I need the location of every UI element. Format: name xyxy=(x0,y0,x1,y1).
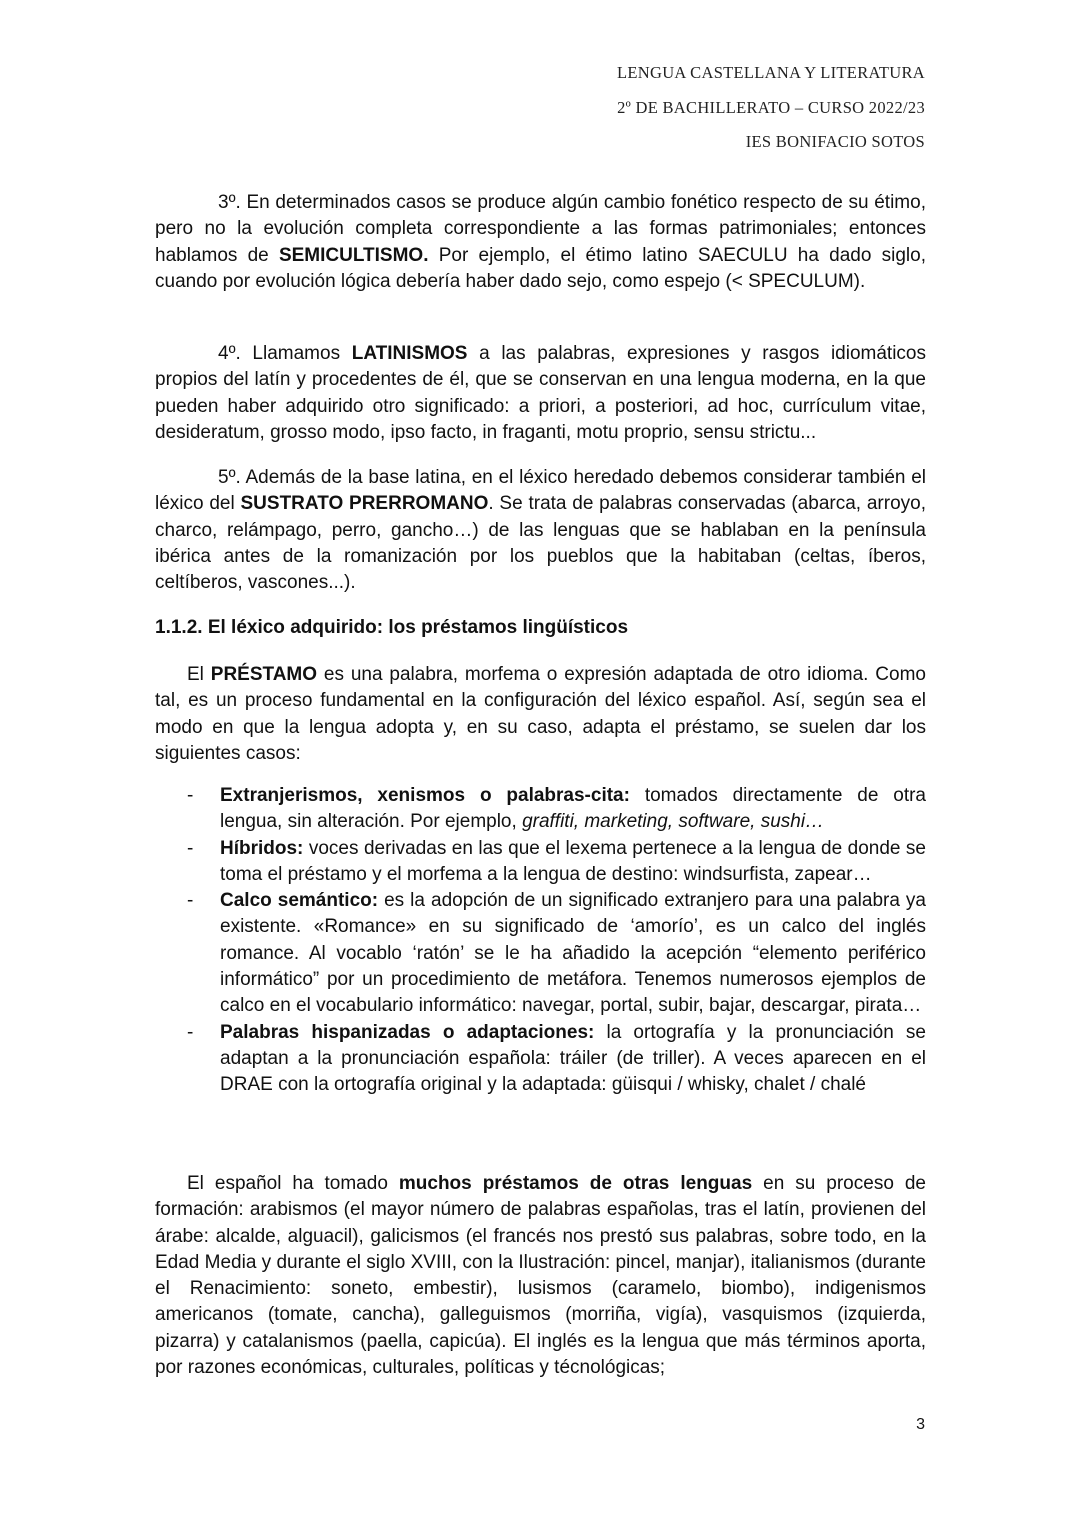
text-run: la ortografía y la pronunciación se adaptan a la pronunciación española: tráiler (de triller). A veces aparecen en el DRAE con la ortografía original y la adaptada: güisqui / whisky, chalet / chalé xyxy=(220,1021,926,1096)
text-run: El xyxy=(187,664,211,685)
italic-examples: graffiti, marketing, software, sushi… xyxy=(522,811,825,833)
text-run: es una palabra, morfema o expresión adaptada de otro idioma. Como tal, es un proceso fundamental en la configuración del léxico español. Así, según sea el modo en que la lengua adopta y, en su caso, adapta el préstamo, se suelen dar los siguientes casos: xyxy=(155,664,926,764)
text-run: Por ejemplo, el étimo latino SAECULU ha dado siglo, cuando por evolución lógica debería haber dado sejo, como espejo (< SPECULUM). xyxy=(155,244,926,292)
text-run: El español ha tomado xyxy=(187,1173,399,1194)
bold-term: muchos préstamos de otras lenguas xyxy=(398,1173,753,1194)
bold-term: PRÉSTAMO xyxy=(210,664,318,685)
bullet-dash: - xyxy=(187,785,194,806)
loan-types-list xyxy=(155,783,926,1099)
text-run: 3º. En determinados casos se produce algún cambio fonético respecto de su étimo, pero no la evolución completa correspondiente a las formas patrimoniales; entonces hablamos de xyxy=(155,192,926,266)
bold-term: SUSTRATO PRERROMANO xyxy=(240,493,489,515)
text-run: 5º. Además de la base latina, en el léxico heredado debemos considerar también el léxico del xyxy=(155,467,926,515)
text-run: voces derivadas en las que el lexema pertenece a la lengua de donde se toma el préstamo y el morfema a la lengua de destino: windsurfista, zapear… xyxy=(220,837,926,885)
paragraph-prestamo xyxy=(155,662,926,767)
bullet-dash: - xyxy=(187,1021,194,1043)
list-item xyxy=(155,1020,926,1099)
bold-term: Extranjerismos, xenismos o palabras-cita: xyxy=(220,785,630,806)
text-run: es la adopción de un significado extranjero para una palabra ya existente. «Romance» en su significado de ‘amorío’, es un calco del inglés romance. Al vocablo ‘ratón’ se le ha añadido la acepción “elemento periférico informático” por un procedimiento de metáfora. Tenemos numerosos ejemplos de calco en el vocabulario informático: navegar, portal, subir, bajar, descargar, pirata… xyxy=(220,890,926,1017)
list-item xyxy=(155,783,926,836)
text-run: a las palabras, expresiones y rasgos idiomáticos propios del latín y procedentes de él, que se conservan en una lengua moderna, en la que pueden haber adquirido otro significado: a priori, a posteriori, ad hoc, currículum vitae, desideratum, grosso modo, ipso facto, in fraganti, motu proprio, sensu strictu... xyxy=(155,343,926,443)
bold-term: LATINISMOS xyxy=(351,343,468,364)
paragraph-sustrato xyxy=(155,465,926,596)
header-subject: LENGUA CASTELLANA Y LITERATURA xyxy=(617,63,925,82)
header-course: 2º DE BACHILLERATO – CURSO 2022/23 xyxy=(617,98,925,117)
bold-term: Calco semántico: xyxy=(220,890,379,912)
bold-term: Híbridos: xyxy=(220,837,304,859)
bullet-dash: - xyxy=(187,890,194,912)
list-item-text xyxy=(220,1022,926,1096)
list-item xyxy=(155,888,926,1019)
text-run: en su proceso de formación: arabismos (el mayor número de palabras españolas, tras el latín, provienen del árabe: alcalde, alguacil), galicismos (el francés nos prestó sus palabras, sobre todo, en la Edad Media y durante el siglo XVIII, con la Ilustración: pincel, manjar), italianismos (durante el Renacimiento: soneto, embestir), lusismos (caramelo, biombo), indigenismos americanos (tomate, cancha), galleguismos (morriña, vigía), vasquismos (izquierda, pizarra) y catalanismos (paella, capicúa). El inglés es la lengua que más términos aporta, por razones económicas, culturales, políticas y técnológicas; xyxy=(155,1173,926,1379)
section-heading: 1.1.2. El léxico adquirido: los préstamos lingüísticos xyxy=(155,617,629,638)
paragraph-semicultismo xyxy=(155,190,926,295)
bold-term: SEMICULTISMO. xyxy=(278,244,429,266)
text-run: . Se trata de palabras conservadas (abarca, arroyo, charco, relámpago, perro, gancho…) de las lenguas que se hablaban en la península ibérica antes de la romanización por los pueblos que la habitaban (celtas, íberos, celtíberos, vascones...). xyxy=(155,493,926,594)
text-run: 4º. Llamamos xyxy=(218,343,352,364)
paragraph-latinismos xyxy=(155,341,926,446)
bold-term: Palabras hispanizadas o adaptaciones: xyxy=(220,1021,595,1043)
list-item-text xyxy=(220,785,926,832)
list-item-text xyxy=(220,838,926,885)
list-item xyxy=(155,836,926,889)
page-number: 3 xyxy=(916,1416,925,1433)
list-item-text xyxy=(220,890,926,1016)
text-run: tomados directamente de otra lengua, sin alteración. Por ejemplo, xyxy=(220,785,926,833)
bullet-dash: - xyxy=(187,837,194,859)
header-school: IES BONIFACIO SOTOS xyxy=(745,132,925,151)
paragraph-otras-lenguas xyxy=(155,1171,926,1381)
